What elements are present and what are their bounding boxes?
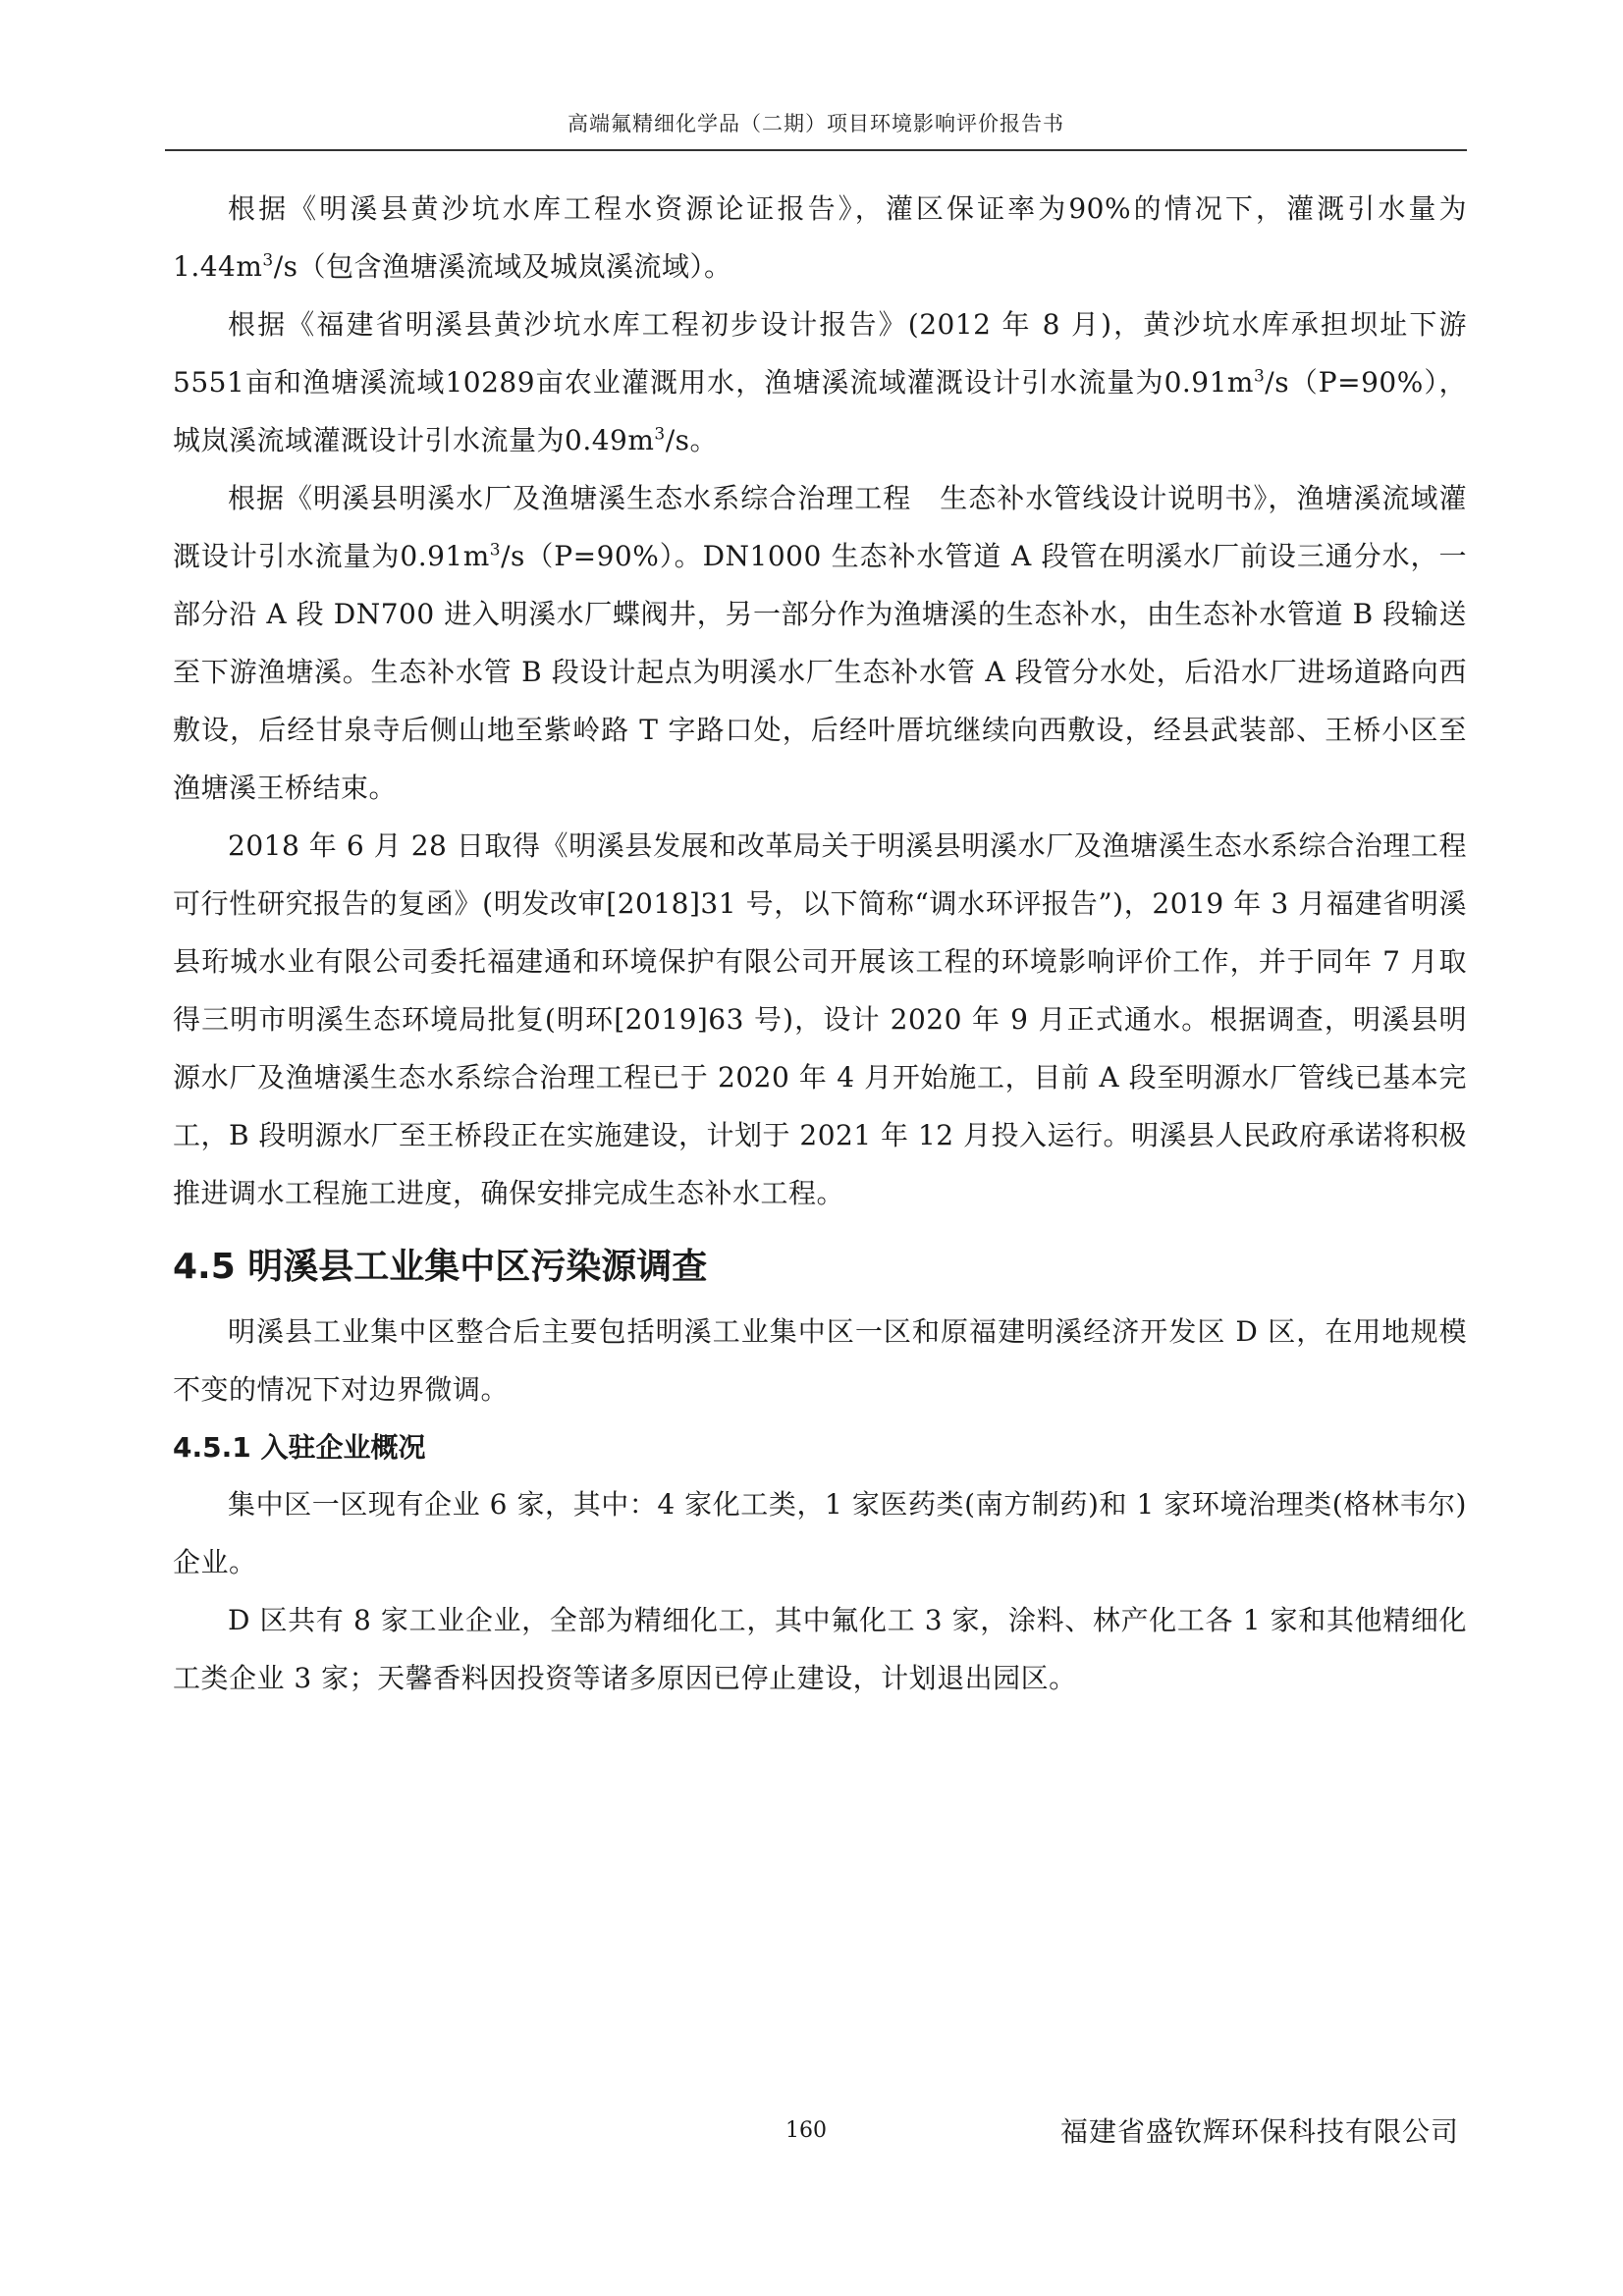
page-number: 160 [785, 2118, 827, 2143]
paragraph-project-approval: 2018 年 6 月 28 日取得《明溪县发展和改革局关于明溪县明溪水厂及渔塘溪生态水系综合治理工程可行性研究报告的复函》(明发改审[2018]31 号，以下简称“调水环评报告”)，2019 年 3 月福建省明溪县珩城水业有限公司委托福建通和环境保护有限公司开展该工程的环境影响评价工作，并于同年 7 月取得三明市明溪生态环境局批复(明环[2019]63 号)，设计 2020 年 9 月正式通水。根据调查，明溪县明源水厂及渔塘溪生态水系综合治理工程已于 2020 年 4 月开始施工，目前 A 段至明源水厂管线已基本完工，B 段明源水厂至王桥段正在实施建设，计划于 2021 年 12 月投入运行。明溪县人民政府承诺将积极推进调水工程施工进度，确保安排完成生态补水工程。 [173, 829, 1467, 1209]
running-header: 高端氟精细化学品（二期）项目环境影响评价报告书 [568, 112, 1064, 135]
paragraph-industrial-zone: 明溪县工业集中区整合后主要包括明溪工业集中区一区和原福建明溪经济开发区 D 区，在用地规模不变的情况下对边界微调。 [173, 1315, 1467, 1406]
paragraph-zone-one-companies: 集中区一区现有企业 6 家，其中：4 家化工类，1 家医药类(南方制药)和 1 家环境治理类(格林韦尔)企业。 [173, 1488, 1467, 1578]
paragraph-zone-d-companies: D 区共有 8 家工业企业，全部为精细化工，其中氟化工 3 家，涂料、林产化工各 1 家和其他精细化工类企业 3 家；天馨香料因投资等诸多原因已停止建设，计划退出园区。 [173, 1604, 1467, 1694]
section-heading: 4.5 明溪县工业集中区污染源调查 [173, 1247, 708, 1287]
paragraph-pipeline-design: 根据《明溪县明溪水厂及渔塘溪生态水系综合治理工程 生态补水管线设计说明书》，渔塘溪流域灌溉设计引水流量为$0.91m^3/s(P=90\%)$。DN1000 生态补水管道 A 段管在明溪水厂前设三通分水，一部分沿 A 段 DN700 进入明溪水厂蝶阀井，另一部分作为渔塘溪的生态补水，由生态补水管道 B 段输送至下游渔塘溪。生态补水管 B 段设计起点为明溪水厂生态补水管 A 段管分水处，后沿水厂进场道路向西敷设，后经甘泉寺后侧山地至紫岭路 T 字路口处，后经叶厝坑继续向西敷设，经县武装部、王桥小区至渔塘溪王桥结束。 [173, 482, 1467, 804]
footer-company: 福建省盛钦辉环保科技有限公司 [1060, 2115, 1460, 2148]
header-divider [165, 149, 1467, 151]
page-body [173, 180, 1467, 1707]
paragraph-irrigation-guarantee: 根据《明溪县黄沙坑水库工程水资源论证报告》，灌区保证率为90%的情况下，灌溉引水量为$1.44m^3/s$（包含渔塘溪流域及城岚溪流域）。 [173, 192, 1467, 283]
paragraph-design-report: 根据《福建省明溪县黄沙坑水库工程初步设计报告》(2012 年 8 月)，黄沙坑水库承担坝址下游5551亩和渔塘溪流域10289亩农业灌溉用水，渔塘溪流域灌溉设计引水流量为$0.91m^3/s(P=90\%)$，城岚溪流域灌溉设计引水流量为$0.49m^3/s$。 [173, 308, 1467, 456]
subsection-heading: 4.5.1 入驻企业概况 [173, 1431, 426, 1464]
